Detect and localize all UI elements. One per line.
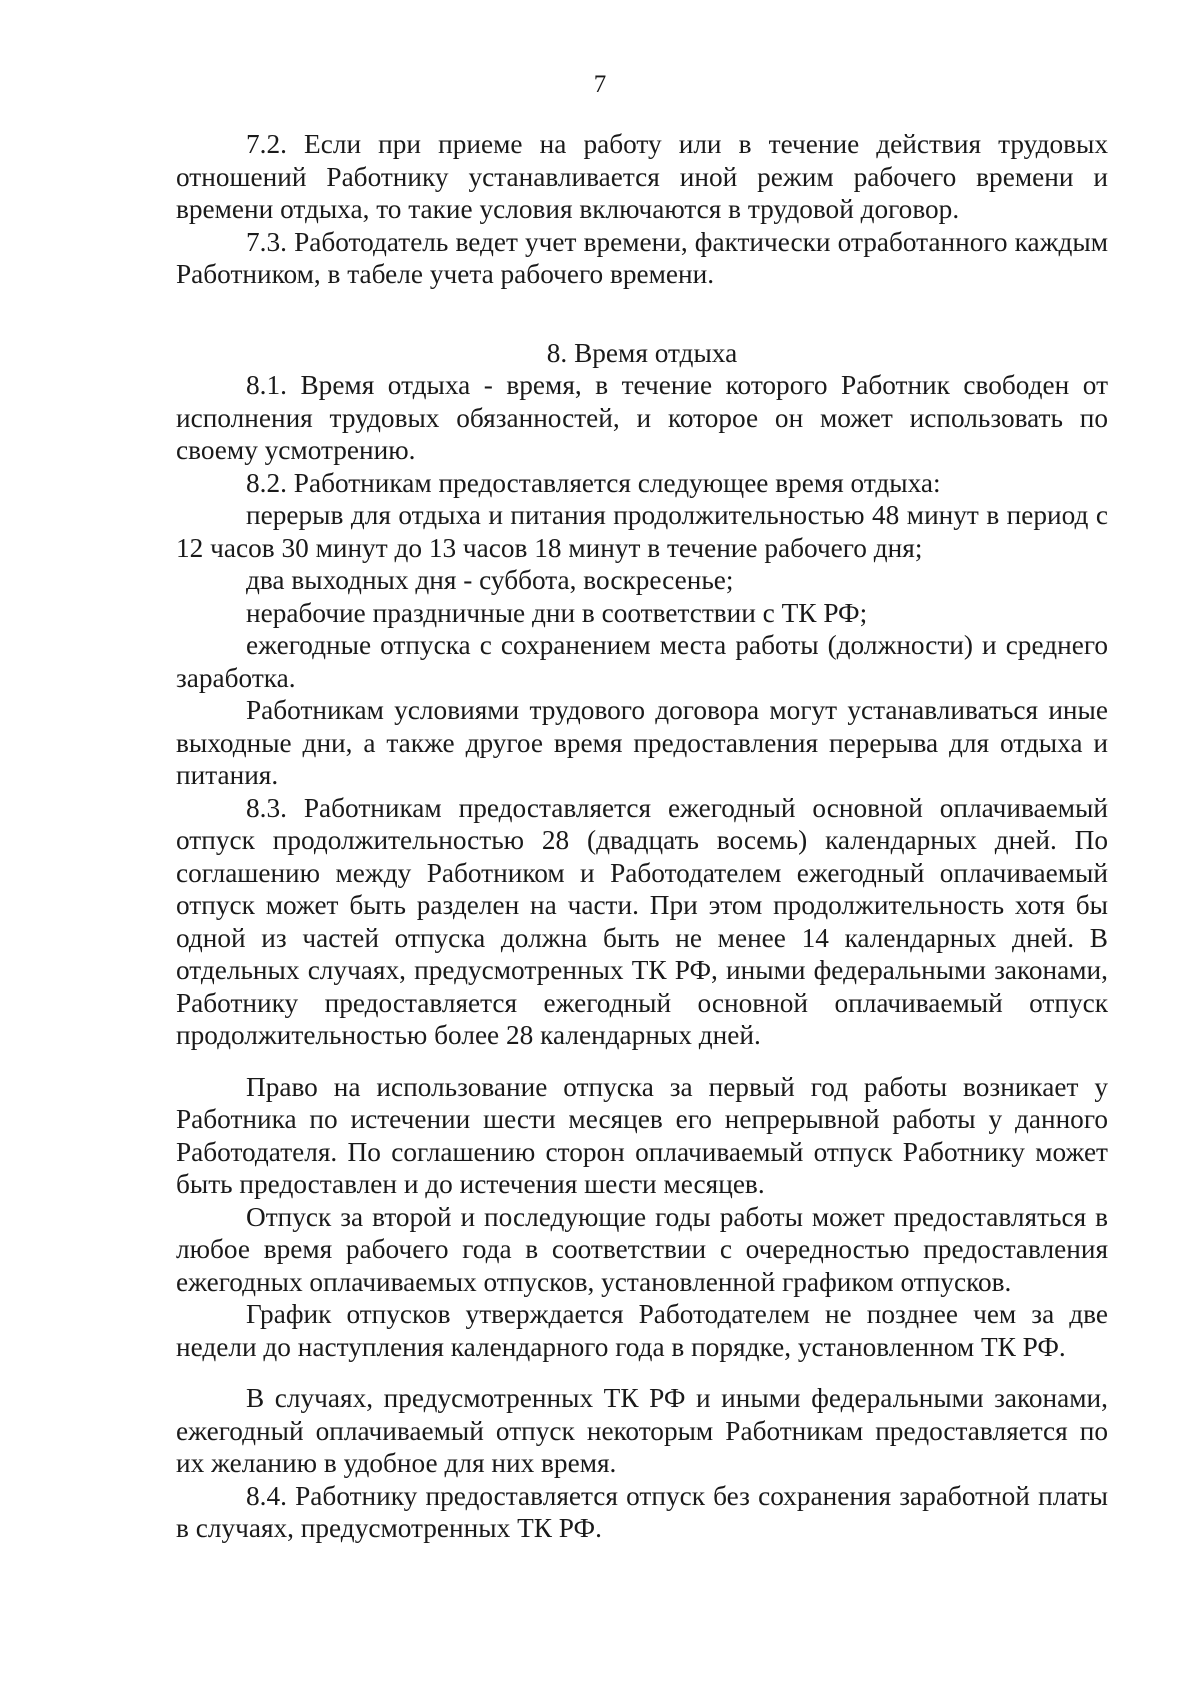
paragraph-8-2: 8.2. Работникам предоставляется следующее время отдыха: [246,467,941,498]
list-item-weekends: два выходных дня - суббота, воскресенье; [246,565,734,595]
document-body [176,128,1108,1545]
list-item-annual-leave: ежегодные отпуска с сохранением места работы (должности) и среднего заработка. [176,630,1108,693]
section-heading-8: 8. Время отдыха [546,337,738,368]
paragraph-subsequent-years-leave: Отпуск за второй и последующие годы работы может предоставляться в любое время рабочего года в соответствии с очередностью предоставления ежегодных оплачиваемых отпусков, установленной графиком отпусков. [176,1201,1108,1297]
paragraph-8-1: 8.1. Время отдыха - время, в течение которого Работник свободен от исполнения трудовых обязанностей, и которое он может использовать по своему усмотрению. [176,370,1108,465]
paragraph-leave-schedule: График отпусков утверждается Работодателем не позднее чем за две недели до наступления календарного года в порядке, установленном ТК РФ. [176,1299,1108,1362]
list-item-holidays: нерабочие праздничные дни в соответствии с ТК РФ; [246,597,868,628]
paragraph-7-2: 7.2. Если при приеме на работу или в течение действия трудовых отношений Работнику устанавливается иной режим рабочего времени и времени отдыха, то такие условия включаются в трудовой договор. [176,129,1108,224]
list-item-lunch-break: перерыв для отдыха и питания продолжительностью 48 минут в период с 12 часов 30 минут до 13 часов 18 минут в течение рабочего дня; [176,500,1108,563]
paragraph-leave-by-request: В случаях, предусмотренных ТК РФ и иными федеральными законами, ежегодный оплачиваемый отпуск некоторым Работникам предоставляется по их желанию в удобное для них время. [176,1383,1108,1478]
paragraph-first-year-leave: Право на использование отпуска за первый год работы возникает у Работника по истечении шести месяцев его непрерывной работы у данного Работодателя. По соглашению сторон оплачиваемый отпуск Работнику может быть предоставлен и до истечения шести месяцев. [176,1071,1108,1199]
page-number: 7 [593,71,607,98]
paragraph-7-3: 7.3. Работодатель ведет учет времени, фактически отработанного каждым Работником, в табеле учета рабочего времени. [176,226,1108,289]
paragraph-other-rest-days: Работникам условиями трудового договора могут устанавливаться иные выходные дни, а также другое время предоставления перерыва для отдыха и питания. [176,695,1108,790]
paragraph-8-4: 8.4. Работнику предоставляется отпуск без сохранения заработной платы в случаях, предусмотренных ТК РФ. [176,1480,1108,1543]
paragraph-8-3: 8.3. Работникам предоставляется ежегодный основной оплачиваемый отпуск продолжительностью 28 (двадцать восемь) календарных дней. По соглашению между Работником и Работодателем ежегодный оплачиваемый отпуск может быть разделен на части. При этом продолжительность хотя бы одной из частей отпуска должна быть не менее 14 календарных дней. В отдельных случаях, предусмотренных ТК РФ, иными федеральными законами, Работнику предоставляется ежегодный основной оплачиваемый отпуск продолжительностью более 28 календарных дней. [176,792,1108,1050]
